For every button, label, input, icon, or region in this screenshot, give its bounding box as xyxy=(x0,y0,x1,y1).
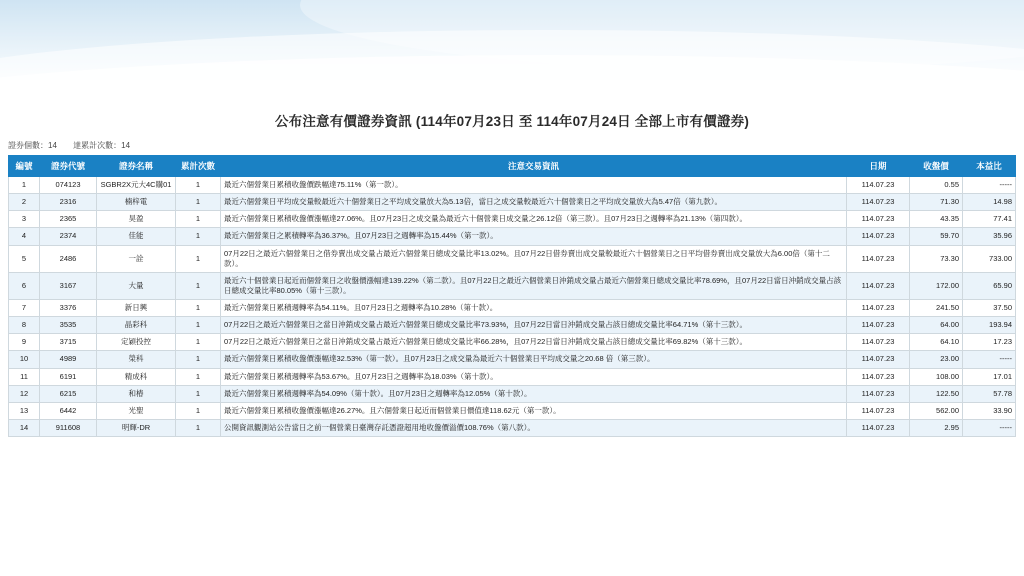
table-row xyxy=(9,300,1016,317)
col-header-code[interactable]: 證券代號 xyxy=(40,156,97,177)
cell-pe: 14.98 xyxy=(963,194,1016,211)
cell-name xyxy=(97,419,176,436)
cell-name xyxy=(97,385,176,402)
cell-name-text: 昊盈 xyxy=(128,214,144,224)
table-row xyxy=(9,385,1016,402)
cell-pe: ----- xyxy=(963,177,1016,194)
cell-count: 1 xyxy=(176,177,221,194)
table-body xyxy=(9,177,1016,437)
cell-info: 07月22日之最近六個營業日之當日沖銷成交量占最近六個營業日總成交量比率73.93%，且07月22日當日沖銷成交量占該日總成交量比率64.71%（第十三款）。 xyxy=(221,317,847,334)
cell-name-text: 和椿 xyxy=(128,388,144,398)
cell-name xyxy=(97,368,176,385)
cell-info: 最近六個營業日累積收盤價漲幅達26.27%。且六個營業日起近而個營業日價值達118.62元（第一款）。 xyxy=(221,402,847,419)
cell-code: 6191 xyxy=(40,368,97,385)
table-row xyxy=(9,228,1016,245)
securities-count: 證券個數：14 xyxy=(8,141,57,150)
cell-close: 0.55 xyxy=(910,177,963,194)
cell-pe: 17.01 xyxy=(963,368,1016,385)
cell-close: 64.10 xyxy=(910,334,963,351)
cell-close: 43.35 xyxy=(910,211,963,228)
cell-count: 1 xyxy=(176,317,221,334)
cell-pe: 77.41 xyxy=(963,211,1016,228)
cell-date: 114.07.23 xyxy=(847,351,910,368)
cell-no: 3 xyxy=(9,211,40,228)
col-header-count[interactable]: 累計次數 xyxy=(176,156,221,177)
cell-name xyxy=(97,272,176,299)
cell-no: 10 xyxy=(9,351,40,368)
page-title: 公布注意有價證券資訊 (114年07月23日 至 114年07月24日 全部上市有價證券) xyxy=(274,114,750,129)
cell-name xyxy=(97,245,176,272)
cell-no: 5 xyxy=(9,245,40,272)
cell-no: 7 xyxy=(9,300,40,317)
cell-count: 1 xyxy=(176,419,221,436)
cell-name xyxy=(97,402,176,419)
cell-count: 1 xyxy=(176,272,221,299)
cell-date: 114.07.23 xyxy=(847,177,910,194)
cell-no: 1 xyxy=(9,177,40,194)
table-row xyxy=(9,368,1016,385)
cell-pe: ----- xyxy=(963,419,1016,436)
cell-name-text: 大量 xyxy=(128,280,144,290)
cell-name-text: 晶彩科 xyxy=(124,320,148,330)
cell-name xyxy=(97,228,176,245)
cell-code: 6442 xyxy=(40,402,97,419)
cell-date: 114.07.23 xyxy=(847,419,910,436)
cell-name xyxy=(97,317,176,334)
cell-pe: 33.90 xyxy=(963,402,1016,419)
cell-info: 最近六個營業日累積收盤價跌幅達75.11%（第一款）。 xyxy=(221,177,847,194)
cell-date: 114.07.23 xyxy=(847,402,910,419)
cumulative-count: 達累計次數：14 xyxy=(73,141,131,150)
cell-date: 114.07.23 xyxy=(847,272,910,299)
cell-pe: 65.90 xyxy=(963,272,1016,299)
cell-pe: 37.50 xyxy=(963,300,1016,317)
cell-close: 64.00 xyxy=(910,317,963,334)
cell-count: 1 xyxy=(176,300,221,317)
cell-code: 3535 xyxy=(40,317,97,334)
table-row xyxy=(9,351,1016,368)
cell-code: 2365 xyxy=(40,211,97,228)
cell-info: 最近六個營業日累積收盤價漲幅達27.06%。且07月23日之成交量為最近六十個營業日成交量之26.12倍（第三款）。且07月23日之週轉率為21.13%（第四款）。 xyxy=(221,211,847,228)
cell-count: 1 xyxy=(176,351,221,368)
cell-code: 2374 xyxy=(40,228,97,245)
cell-no: 14 xyxy=(9,419,40,436)
cell-count: 1 xyxy=(176,228,221,245)
cell-code: 074123 xyxy=(40,177,97,194)
table-row xyxy=(9,334,1016,351)
table-row xyxy=(9,419,1016,436)
cell-no: 13 xyxy=(9,402,40,419)
table-row xyxy=(9,402,1016,419)
cell-name-text: 精成科 xyxy=(124,371,148,381)
cell-date: 114.07.23 xyxy=(847,334,910,351)
cell-no: 2 xyxy=(9,194,40,211)
cell-code: 911608 xyxy=(40,419,97,436)
table-row xyxy=(9,272,1016,299)
cell-count: 1 xyxy=(176,402,221,419)
cell-no: 12 xyxy=(9,385,40,402)
cell-close: 172.00 xyxy=(910,272,963,299)
record-counts xyxy=(0,140,1024,155)
cell-close: 122.50 xyxy=(910,385,963,402)
table-row xyxy=(9,177,1016,194)
table-row xyxy=(9,317,1016,334)
cell-info: 最近六個營業日之累積轉率為36.37%。且07月23日之週轉率為15.44%（第一款）。 xyxy=(221,228,847,245)
cell-pe: ----- xyxy=(963,351,1016,368)
notice-securities-table xyxy=(8,155,1016,437)
cell-name-text: 定穎投控 xyxy=(121,337,151,347)
cell-date: 114.07.23 xyxy=(847,300,910,317)
cell-no: 8 xyxy=(9,317,40,334)
cell-date: 114.07.23 xyxy=(847,211,910,228)
cell-close: 108.00 xyxy=(910,368,963,385)
cell-close: 73.30 xyxy=(910,245,963,272)
cell-pe: 193.94 xyxy=(963,317,1016,334)
cell-close: 23.00 xyxy=(910,351,963,368)
table-header-row xyxy=(9,156,1016,177)
cell-info: 07月22日之最近六個營業日之當日沖銷成交量占最近六個營業日總成交量比率66.28%，且07月22日當日沖銷成交量占該日總成交量比率69.82%（第十三款）。 xyxy=(221,334,847,351)
cell-info: 最近六個營業日累積收盤價漲幅達32.53%（第一款）。且07月23日之成交量為最近六十個營業日平均成交量之20.68 倍（第三款）。 xyxy=(221,351,847,368)
col-header-name[interactable]: 證券名稱 xyxy=(97,156,176,177)
table-header xyxy=(9,156,1016,177)
cell-name xyxy=(97,177,176,194)
col-header-pe[interactable]: 本益比 xyxy=(963,156,1016,177)
cell-date: 114.07.23 xyxy=(847,385,910,402)
cell-no: 6 xyxy=(9,272,40,299)
col-header-date[interactable]: 日期 xyxy=(847,156,910,177)
col-header-info[interactable]: 注意交易資訊 xyxy=(221,156,847,177)
cell-name-text: SGBR2X元大4C購01 xyxy=(100,180,172,189)
cell-date: 114.07.23 xyxy=(847,368,910,385)
col-header-close[interactable]: 收盤價 xyxy=(910,156,963,177)
cell-code: 3715 xyxy=(40,334,97,351)
cell-code: 4989 xyxy=(40,351,97,368)
cell-no: 4 xyxy=(9,228,40,245)
cell-name-text: 光聖 xyxy=(128,405,144,415)
cell-count: 1 xyxy=(176,211,221,228)
cell-info: 公開資訊觀測站公告當日之前一個營業日臺灣存託憑證超用地收盤價溢價108.76%（第八款）。 xyxy=(221,419,847,436)
cell-close: 2.95 xyxy=(910,419,963,436)
cell-info: 最近六十個營業日起近而個營業日之收盤價漲幅達139.22%（第二款）。且07月22日之最近六個營業日沖銷成交量占最近六個營業日總成交量比率78.69%，且07月22日當日沖銷成交量占該日總成交量比率80.05%（第十三款）。 xyxy=(221,272,847,299)
cell-code: 3167 xyxy=(40,272,97,299)
cell-count: 1 xyxy=(176,245,221,272)
cell-code: 2316 xyxy=(40,194,97,211)
cell-count: 1 xyxy=(176,334,221,351)
cell-count: 1 xyxy=(176,194,221,211)
cell-close: 241.50 xyxy=(910,300,963,317)
cell-name-text: 明輝-DR xyxy=(121,422,151,432)
cell-name-text: 楠梓電 xyxy=(124,197,148,207)
cell-date: 114.07.23 xyxy=(847,317,910,334)
cell-code: 2486 xyxy=(40,245,97,272)
cell-info: 07月22日之最近六個營業日之借券賣出成交量占最近六個營業日總成交量比率13.02%。且07月22日借券賣出成交量較最近六十個營業日之日平均借券賣出成交量放大為6.00倍（第十二款）。 xyxy=(221,245,847,272)
cell-name-text: 佳能 xyxy=(128,231,144,241)
cell-close: 59.70 xyxy=(910,228,963,245)
cell-close: 71.30 xyxy=(910,194,963,211)
cell-no: 9 xyxy=(9,334,40,351)
cell-pe: 17.23 xyxy=(963,334,1016,351)
cell-pe: 35.96 xyxy=(963,228,1016,245)
cell-name xyxy=(97,351,176,368)
main-content xyxy=(0,96,1024,437)
cell-code: 6215 xyxy=(40,385,97,402)
cell-name xyxy=(97,334,176,351)
cell-date: 114.07.23 xyxy=(847,245,910,272)
cell-code: 3376 xyxy=(40,300,97,317)
cell-name xyxy=(97,194,176,211)
cell-no: 11 xyxy=(9,368,40,385)
cell-name xyxy=(97,211,176,228)
cell-count: 1 xyxy=(176,368,221,385)
cell-info: 最近六個營業日累積週轉率為54.11%。且07月23日之週轉率為10.28%（第十款）。 xyxy=(221,300,847,317)
cell-pe: 57.78 xyxy=(963,385,1016,402)
table-row xyxy=(9,194,1016,211)
cell-info: 最近六個營業日累積週轉率為54.09%（第十款）。且07月23日之週轉率為12.05%（第十款）。 xyxy=(221,385,847,402)
cell-name-text: 榮科 xyxy=(128,354,144,364)
cell-info: 最近六個營業日累積週轉率為53.67%。且07月23日之週轉率為18.03%（第十款）。 xyxy=(221,368,847,385)
cell-count: 1 xyxy=(176,385,221,402)
cell-name xyxy=(97,300,176,317)
cell-pe: 733.00 xyxy=(963,245,1016,272)
cell-name-text: 一詮 xyxy=(128,253,144,263)
table-row xyxy=(9,245,1016,272)
header-banner xyxy=(0,0,1024,96)
table-row xyxy=(9,211,1016,228)
col-header-no[interactable]: 編號 xyxy=(9,156,40,177)
cell-name-text: 新日興 xyxy=(124,303,148,312)
cell-date: 114.07.23 xyxy=(847,194,910,211)
cell-close: 562.00 xyxy=(910,402,963,419)
cell-info: 最近六個營業日平均成交量較最近六十個營業日之平均成交量放大為5.13倍，當日之成交量較最近六十個營業日之平均成交量放大為5.47倍（第九款）。 xyxy=(221,194,847,211)
cell-date: 114.07.23 xyxy=(847,228,910,245)
